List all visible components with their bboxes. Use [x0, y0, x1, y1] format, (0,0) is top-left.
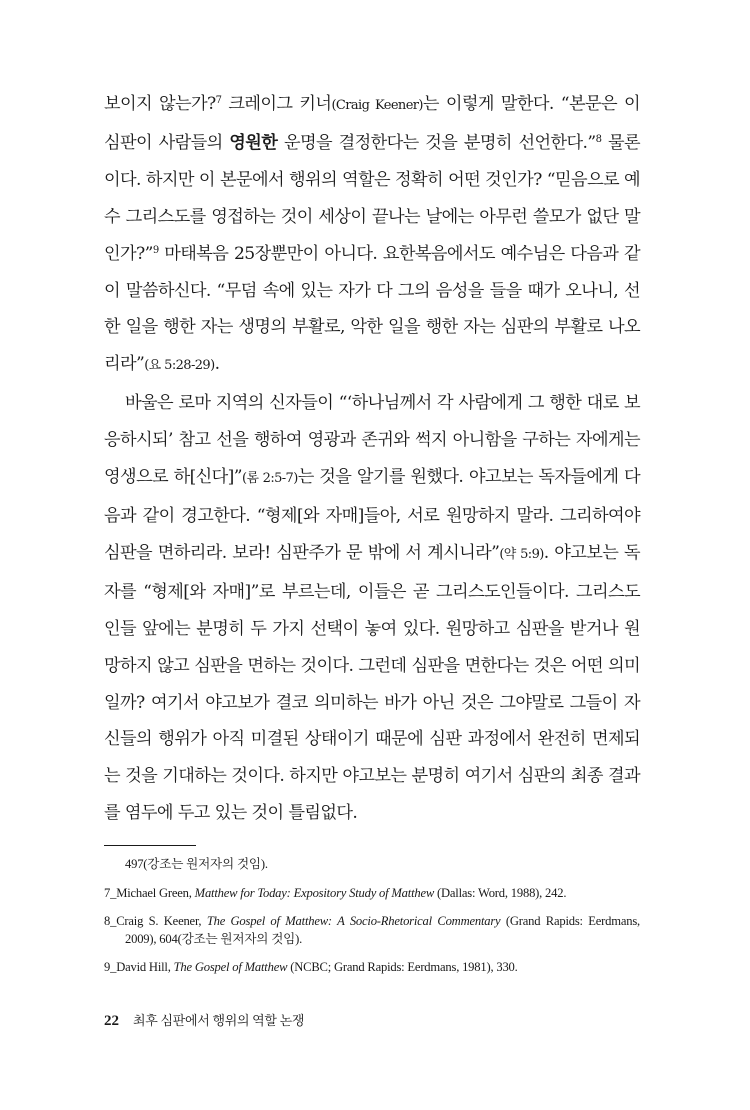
text: 마태복음 25장뿐만이 아니다. 요한복음에서도 예수님은 다음과 같이 말씀하신다. “무덤 속에 있는 자가 다 그의 음성을 들을 때가 오나니, 선한 일을 행한 자는 생명의 부활로, 악한 일을 행한 자는 심판의 부활로 나오리라” [104, 243, 640, 375]
paragraph-1 [104, 86, 640, 385]
bold-emphasis: 영원한 [229, 132, 278, 153]
book-title: The Gospel of Matthew [173, 960, 288, 975]
text: 는 것을 알기를 원했다. 야고보는 독자들에게 다음과 같이 경고한다. “형제[와 자매]들아, 서로 원망하지 말라. 그리하여야 심판을 면하리라. 보라! 심판주가 문 밖에 서 계시니라” [104, 467, 640, 563]
body-text [104, 86, 640, 832]
footnote-ref-8: 8 [595, 133, 602, 145]
footnote-continuation: 497(강조는 원저자의 것임). [125, 857, 268, 871]
footnote-text: 8_Craig S. Keener, [104, 914, 207, 929]
scripture-reference: (요 5:28-29) [144, 358, 215, 374]
text: 바울은 로마 지역의 신자들이 “‘하나님께서 각 사람에게 그 행한 대로 보응하시되’ 참고 선을 행하여 영광과 존귀와 썩지 아니함을 구하는 자에게는 영생으로 하[신다]” [104, 393, 640, 488]
page-footer [104, 1010, 304, 1030]
footnote-9 [104, 959, 640, 977]
footnote-ref-7: 7 [215, 95, 222, 106]
footnote-text: (NCBC; Grand Rapids: Eerdmans, 1981), 330. [287, 960, 518, 975]
text: 운명을 결정한다는 것을 분명히 선언한다.” [277, 132, 596, 153]
text: . 야고보는 독자를 “형제[와 자매]”로 부르는데, 이들은 곧 그리스도인들이다. 그리스도인들 앞에는 분명히 두 가지 선택이 놓여 있다. 원망하고 심판을 받거나 원망하지 않고 심판을 면하는 것이다. 그런데 심판을 면한다는 것은 어떤 의미일까? 여기서 야고보가 결코 의미하는 바가 아닌 것은 그야말로 그들이 자신들의 행위가 아직 미결된 상태이기 때문에 심판 과정에서 완전히 면제되는 것을 기대하는 것이다. 하지만 야고보는 분명히 여기서 심판의 최종 결과를 염두에 두고 있는 것이 틀림없다. [104, 542, 641, 824]
footnote-8 [104, 913, 640, 948]
footnote-text: 7_Michael Green, [104, 885, 195, 900]
footnote-7 [104, 885, 640, 903]
paragraph-2 [104, 385, 640, 832]
book-title: The Gospel of Matthew: A Socio-Rhetorical Commentary [206, 914, 501, 929]
text-small: (Craig Keener) [331, 98, 423, 113]
book-title: Matthew for Today: Expository Study of Matthew [194, 885, 435, 900]
footnote-text: (Grand Rapids: Eerdmans, 2009), 604(강조는 원저자의 것임). [125, 914, 640, 946]
scripture-reference: (약 5:9) [499, 546, 544, 562]
footnote-divider [104, 845, 196, 846]
footnote-text: 9_David Hill, [104, 960, 174, 975]
footnote-text: (Dallas: Word, 1988), 242. [434, 885, 567, 900]
running-head: 최후 심판에서 행위의 역할 논쟁 [133, 1013, 305, 1028]
footnotes [104, 856, 640, 988]
scripture-reference: (롬 2:5-7) [241, 471, 298, 487]
page-number: 22 [104, 1013, 119, 1029]
text: 보이지 않는가? [104, 94, 216, 114]
text: 는 이렇게 말한다. “본문은 이 심판이 사람들의 [104, 94, 640, 153]
footnote-ref-9: 9 [152, 244, 159, 256]
text: 크레이그 키너 [221, 94, 332, 114]
text: 물론이다. 하지만 이 본문에서 행위의 역할은 정확히 어떤 것인가? “믿음으로 예수 그리스도를 영접하는 것이 세상이 끝나는 날에는 아무런 쓸모가 없단 말인가?” [104, 132, 640, 264]
text: . [214, 354, 220, 375]
